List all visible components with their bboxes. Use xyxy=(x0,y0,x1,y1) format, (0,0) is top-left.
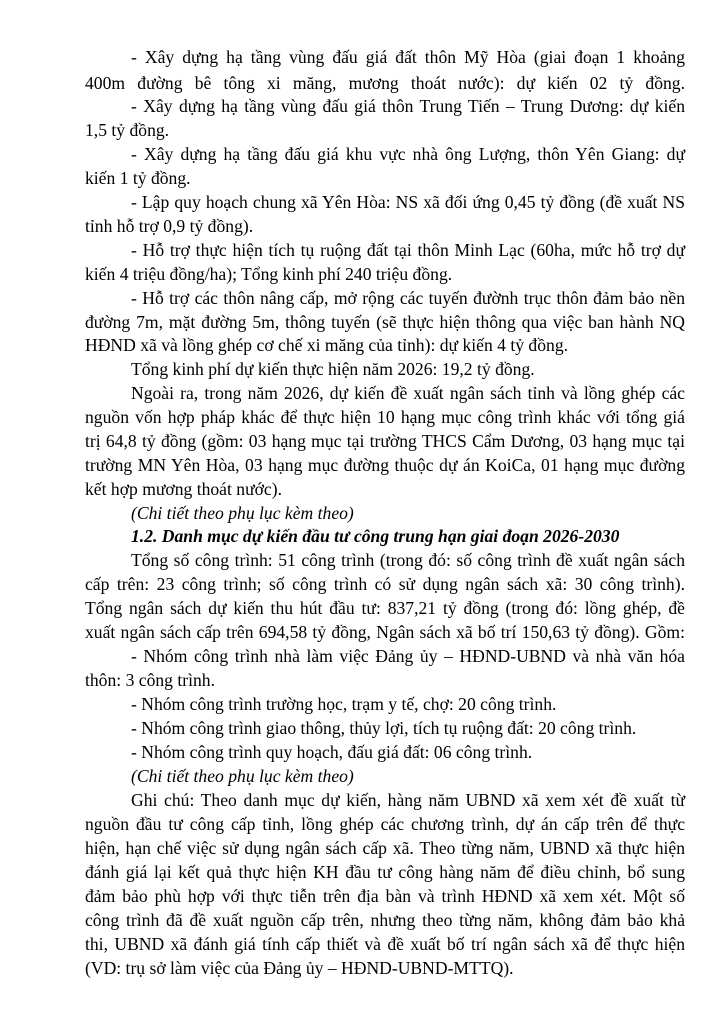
text-line: Ngoài ra, trong năm 2026, dự kiến đề xuất ngân sách tỉnh và lồng ghép các xyxy=(131,383,685,403)
text-line: Tổng số công trình: 51 công trình (trong đó: số công trình đề xuất ngân sách xyxy=(131,550,685,570)
text-line: thôn: 3 công trình. xyxy=(85,670,215,690)
text-line: - Hỗ trợ thực hiện tích tụ ruộng đất tại thôn Minh Lạc (60ha, mức hỗ trợ dự xyxy=(131,240,685,260)
text-line: trị 64,8 tỷ đồng (gồm: 03 hạng mục tại trường THCS Cẩm Dương, 03 hạng mục tại xyxy=(85,431,685,451)
text-line: 1,5 tỷ đồng. xyxy=(85,120,170,140)
text-line: - Nhóm công trình quy hoạch, đấu giá đất: 06 công trình. xyxy=(131,742,533,762)
text-line: công trình đã đề xuất nguồn cấp trên, nhưng theo từng năm, không đảm bảo khả xyxy=(85,910,685,930)
text-line: - Nhóm công trình giao thông, thủy lợi, tích tụ ruộng đất: 20 công trình. xyxy=(131,718,637,738)
text-line: cấp trên: 23 công trình; số công trình có sử dụng ngân sách xã: 30 công trình). xyxy=(85,574,685,594)
text-line: - Hỗ trợ các thôn nâng cấp, mở rộng các tuyến đườnh trục thôn đảm bảo nền xyxy=(131,288,685,308)
text-line: đánh giá lại kết quả thực hiện KH đầu tư công hàng năm để điều chỉnh, bổ sung xyxy=(85,862,685,882)
text-line: - Lập quy hoạch chung xã Yên Hòa: NS xã đối ứng 0,45 tỷ đồng (đề xuất NS xyxy=(131,192,685,212)
text-line: xuất ngân sách cấp trên 694,58 tỷ đồng, Ngân sách xã bố trí 150,63 tỷ đồng). Gồm: xyxy=(85,622,685,642)
text-line: nguồn vốn hợp pháp khác để thực hiện 10 hạng mục công trình khác với tổng giá xyxy=(85,407,685,427)
text-line: đường 7m, mặt đường 5m, thông tuyến (sẽ thực hiện thông qua việc ban hành NQ xyxy=(85,312,685,332)
text-line: - Nhóm công trình nhà làm việc Đảng ủy – HĐND-UBND và nhà văn hóa xyxy=(131,646,685,666)
text-line: thi, UBND xã đánh giá tính cấp thiết và đề xuất bố trí ngân sách xã để thực hiện xyxy=(85,934,685,954)
text-line: Ghi chú: Theo danh mục dự kiến, hàng năm UBND xã xem xét đề xuất từ xyxy=(131,790,685,810)
section-heading: 1.2. Danh mục dự kiến đầu tư công trung hạn giai đoạn 2026-2030 xyxy=(131,526,620,546)
text-line: nguồn đầu tư công cấp tỉnh, lồng ghép các chương trình, dự án cấp trên để thực xyxy=(85,814,685,834)
text-line: - Xây dựng hạ tầng đấu giá khu vực nhà ông Lượng, thôn Yên Giang: dự xyxy=(131,144,685,164)
text-line: tỉnh hỗ trợ 0,9 tỷ đồng). xyxy=(85,216,254,236)
text-line: hiện, hạn chế việc sử dụng ngân sách cấp xã. Theo từng năm, UBND xã thực hiện xyxy=(85,838,685,858)
text-line: - Xây dựng hạ tầng vùng đấu giá thôn Trung Tiến – Trung Dương: dự kiến xyxy=(131,96,685,116)
text-line: 400m đường bê tông xi măng, mương thoát nước): dự kiến 02 tỷ đồng. xyxy=(85,73,685,93)
text-line: Tổng kinh phí dự kiến thực hiện năm 2026: 19,2 tỷ đồng. xyxy=(131,359,535,379)
text-line: - Nhóm công trình trường học, trạm y tế, chợ: 20 công trình. xyxy=(131,694,557,714)
text-line: HĐND xã và lồng ghép cơ chế xi măng của tỉnh): dự kiến 4 tỷ đồng. xyxy=(85,335,569,355)
text-line: (VD: trụ sở làm việc của Đảng ủy – HĐND-UBND-MTTQ). xyxy=(85,958,514,978)
text-line: Tổng ngân sách dự kiến thu hút đầu tư: 837,21 tỷ đồng (trong đó: lồng ghép, đề xyxy=(85,598,685,618)
appendix-note: (Chi tiết theo phụ lục kèm theo) xyxy=(131,766,354,786)
text-line: đảm bảo phù hợp với thực tiễn trên địa bàn và trình HĐND xã xem xét. Một số xyxy=(85,886,685,906)
text-line: kiến 1 tỷ đồng. xyxy=(85,168,191,188)
text-line: trường MN Yên Hòa, 03 hạng mục đường thuộc dự án KoiCa, 01 hạng mục đường xyxy=(85,455,685,475)
appendix-note: (Chi tiết theo phụ lục kèm theo) xyxy=(131,503,354,523)
text-line: - Xây dựng hạ tầng vùng đấu giá đất thôn Mỹ Hòa (giai đoạn 1 khoảng xyxy=(131,47,685,67)
text-line: kiến 4 triệu đồng/ha); Tổng kinh phí 240 triệu đồng. xyxy=(85,264,453,284)
text-line: kết hợp mương thoát nước). xyxy=(85,479,282,499)
